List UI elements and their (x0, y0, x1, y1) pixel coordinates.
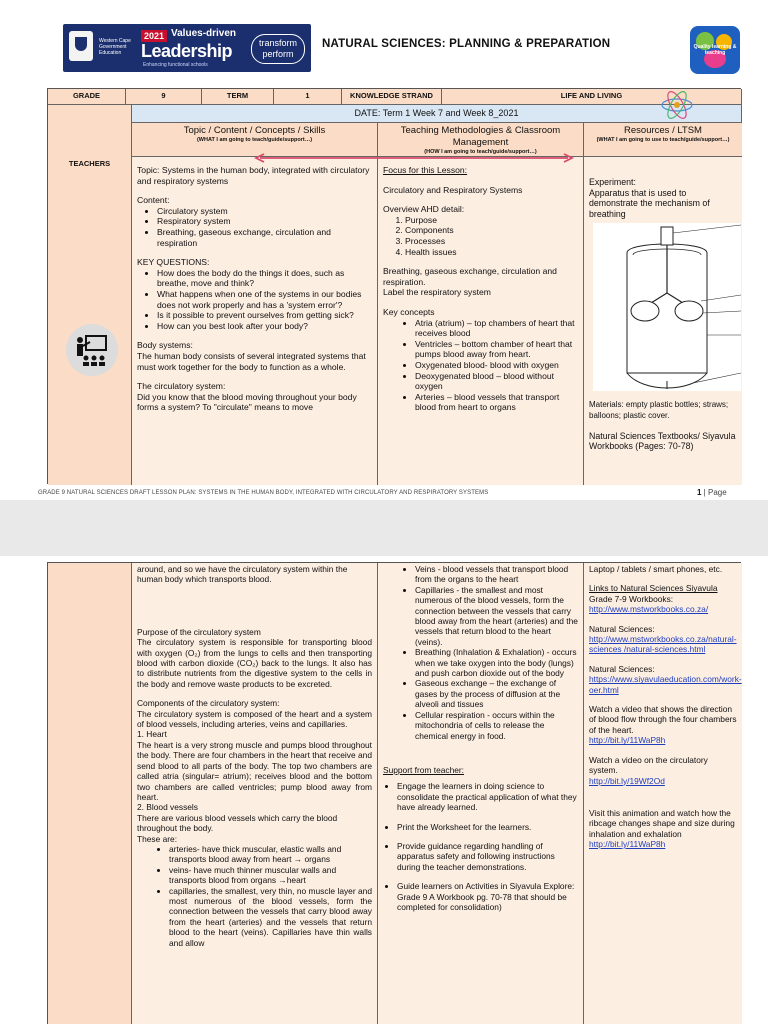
grade-label: GRADE (48, 89, 126, 105)
key-concepts-label: Key concepts (383, 306, 435, 317)
document-page-1 (0, 0, 768, 500)
heart-text: The heart is a very strong muscle and pumps blood throughout the body. There are four chambers in the heart that receive and send blood to all parts of the body. The top two chambers are called atria (singular= atrium); receives blood and the bottom two chambers are called ventricles; pump blood away from heart. (137, 739, 372, 802)
lesson-plan-table (47, 88, 741, 484)
wcg-crest-icon (69, 31, 93, 61)
strand-value: LIFE AND LIVING (442, 89, 742, 105)
links-label: Links to Natural Sciences Siyavula (589, 583, 718, 594)
page-number-value: 1 (697, 488, 702, 497)
col-methods-title: Teaching Methodologies & Classroom Management (400, 125, 561, 148)
key-concepts-list (415, 318, 578, 413)
list-item: • Gaseous exchange – the exchange of gases by the process of diffusion at the alveoli and tissues (415, 678, 578, 709)
list-item: • Breathing, gaseous exchange, circulation and respiration (157, 227, 372, 248)
quality-logo-text: Quality learning & teaching (693, 44, 737, 56)
workbooks-label: Grade 7-9 Workbooks: (589, 593, 674, 604)
quality-learning-logo-icon (690, 26, 740, 74)
page-word: Page (707, 488, 727, 497)
list-item: • Cellular respiration - occurs within the mitochondria of cells to release the chemical energy in food. (415, 710, 578, 741)
col-resources-title: Resources / LTSM (624, 125, 702, 136)
topic-content-cell (132, 157, 378, 485)
atom-icon (660, 88, 694, 122)
label-text: Label the respiratory system (383, 287, 491, 298)
teacher-classroom-icon (66, 324, 118, 376)
col-header-resources (584, 123, 742, 157)
teachers-label: TEACHERS (68, 159, 111, 168)
grade-value: 9 (126, 89, 202, 105)
methods-content-cell-continued (378, 563, 584, 1024)
strand-label: KNOWLEDGE STRAND (342, 89, 442, 105)
purpose-label: Purpose of the circulatory system (137, 626, 261, 637)
list-item: • Atria (atrium) – top chambers of heart that receives blood (415, 318, 578, 339)
animation-text: Visit this animation and watch how the ribcage changes shape and size during inhalation and exhalation (589, 807, 735, 839)
ns-label-2: Natural Sciences: (589, 663, 655, 674)
page-footer: GRADE 9 NATURAL SCIENCES DRAFT LESSON PLAN: SYSTEMS IN THE HUMAN BODY, INTEGRATED WITH CIRCULATORY AND RESPIRATORY SYSTEMS (38, 490, 489, 496)
ns-link-2[interactable]: https://www.siyavulaeducation.com/work-oer.html (589, 674, 742, 695)
list-item: • How does the body do the things it does, such as breathe, move and think? (157, 268, 372, 289)
workbooks-link[interactable]: http://www.mstworkbooks.co.za/ (589, 604, 709, 615)
resources-content-cell-continued (584, 563, 742, 1024)
double-arrow-icon (254, 153, 574, 163)
date-row: DATE: Term 1 Week 7 and Week 8_2021 (132, 105, 742, 123)
banner-year: 2021 (141, 30, 167, 42)
col-resources-subtitle: (WHAT I am going to use to teach/guide/support…) (596, 137, 730, 143)
list-item: 3. Processes (405, 236, 578, 247)
breathing-apparatus-diagram-icon (593, 223, 741, 391)
components-label: Components of the circulatory system: (137, 698, 280, 709)
col-header-methods (378, 123, 584, 157)
document-page-2 (0, 556, 768, 1024)
list-item: • Oxygenated blood- blood with oxygen (415, 360, 578, 371)
support-list (397, 781, 578, 912)
banner-gov-name: Western Cape Government Education (99, 38, 131, 56)
methods-content-cell (378, 157, 584, 485)
animation-link[interactable]: http://bit.ly/11WaP8h (589, 839, 666, 850)
list-item: • Provide guidance regarding handling of apparatus safety and following instructions during the teacher demonstrations. (397, 841, 578, 872)
vessels-label: 2. Blood vessels (137, 802, 198, 813)
teachers-column-continued (48, 563, 132, 1024)
banner-tagline: Enhancing functional schools (143, 62, 208, 68)
list-item: 2. Components (405, 225, 578, 236)
breathing-text: Breathing, gaseous exchange, circulation and respiration. (383, 266, 557, 287)
overview-label: Overview AHD detail: (383, 204, 465, 215)
topic-content-cell-continued (132, 563, 378, 1024)
circulatory-label: The circulatory system: (137, 381, 226, 392)
content-list (157, 206, 372, 248)
devices-text: Laptop / tablets / smart phones, etc. (589, 564, 723, 574)
list-item: • Is it possible to prevent ourselves from getting sick? (157, 310, 372, 321)
key-questions-label: KEY QUESTIONS: (137, 257, 210, 268)
circulatory-continued-text: around, and so we have the circulatory system within the human body which transports blood. (137, 564, 348, 585)
overview-list (405, 215, 578, 257)
col-topic-subtitle: (WHAT I am going to teach/guide/support…) (196, 137, 313, 143)
these-are-label: These are: (137, 833, 178, 844)
video2-text: Watch a video on the circulatory system. (589, 754, 708, 776)
video1-text: Watch a video that shows the direction of blood flow through the four chambers of the heart. (589, 704, 737, 735)
page-number: 1 | Page (697, 488, 727, 497)
list-item: • Veins - blood vessels that transport blood from the organs to the heart (415, 564, 578, 585)
list-item: • Deoxygenated blood – blood without oxygen (415, 371, 578, 392)
list-item: • Arteries – blood vessels that transport blood from heart to organs (415, 392, 578, 413)
body-systems-text: The human body consists of several integrated systems that must work together for the body to function as a whole. (137, 350, 366, 372)
banner-values: Values-driven (171, 28, 237, 39)
purpose-text: The circulatory system is responsible for transporting blood with oxygen (O₂) from the lungs to cells and then transporting blood with carbon dioxide (CO₂) back to the lungs. It also has to distribute nutrients from the digestive system to the cells in the body and remove waste products to be excreted. (137, 637, 372, 689)
list-item: • How can you best look after your body? (157, 321, 372, 332)
ns-link-1[interactable]: http://www.mstworkbooks.co.za/natural-sciences /natural-sciences.html (589, 634, 737, 655)
list-item: • Circulatory system (157, 206, 372, 217)
list-item: • Print the Worksheet for the learners. (397, 822, 578, 832)
document-title: NATURAL SCIENCES: PLANNING & PREPARATION (322, 38, 611, 50)
term-value: 1 (274, 89, 342, 105)
list-item: • Respiratory system (157, 216, 372, 227)
list-item: • arteries- have thick muscular, elastic walls and transports blood away from heart → organs (169, 844, 372, 865)
body-systems-label: Body systems: (137, 340, 193, 351)
teachers-column (48, 105, 132, 485)
wcg-leadership-banner (63, 24, 311, 72)
col-topic-title: Topic / Content / Concepts / Skills (183, 125, 326, 136)
focus-label: Focus for this Lesson: (383, 165, 468, 175)
list-item: • Ventricles – bottom chamber of heart that pumps blood away from heart. (415, 339, 578, 360)
video2-link[interactable]: http://bit.ly/19Wf2Od (589, 775, 665, 786)
list-item: • Engage the learners in doing science to consolidate the practical application of what they have already learned. (397, 781, 578, 812)
list-item: • Capillaries - the smallest and most numerous of the blood vessels, form the connection between the vessels that carry blood away from the heart (arteries) and the vessels that return blood to the heart (veins). (415, 585, 578, 647)
vessel-list (169, 844, 372, 948)
materials-text: Materials: empty plastic bottles; straws; balloons; plastic cover. (589, 400, 729, 420)
vessels-text: There are various blood vessels which carry the blood throughout the body. (137, 812, 338, 834)
col-methods-subtitle: (HOW I am going to teach/guide/support…) (424, 149, 537, 155)
circulatory-text: Did you know that the blood moving throughout your body forms a system? To "circulate" means to move (137, 391, 357, 413)
list-item: • veins- have much thinner muscular walls and transports blood from organs →heart (169, 865, 372, 886)
list-item: 1. Purpose (405, 215, 578, 226)
lesson-plan-table-continued (47, 562, 741, 1024)
key-concepts-list-continued (415, 564, 578, 741)
page-gap (0, 500, 768, 556)
resources-content-cell (584, 157, 742, 485)
term-label: TERM (202, 89, 274, 105)
col-header-topic (132, 123, 378, 157)
support-label: Support from teacher: (383, 764, 464, 775)
focus-text: Circulatory and Respiratory Systems (383, 184, 523, 195)
ns-label-1: Natural Sciences: (589, 623, 655, 634)
experiment-label: Experiment: (589, 177, 636, 187)
banner-leadership: Leadership (141, 41, 233, 61)
video1-link[interactable]: http://bit.ly/11WaP8h (589, 735, 666, 746)
list-item: 4. Health issues (405, 247, 578, 258)
banner-transform-perform: transform perform (251, 34, 305, 64)
heart-label: 1. Heart (137, 729, 167, 740)
content-label: Content: (137, 195, 170, 206)
list-item: • Breathing (Inhalation & Exhalation) - occurs when we take oxygen into the body (lungs) and push carbon dioxide out of the body (415, 647, 578, 678)
list-item: • What happens when one of the systems in our bodies does not work properly and has a 'system error'? (157, 289, 372, 310)
experiment-text: Apparatus that is used to demonstrate the mechanism of breathing (589, 187, 710, 219)
key-questions-list (157, 268, 372, 332)
list-item: • capillaries, the smallest, very thin, no muscle layer and most numerous of the blood vessels, form the connection between the vessels that carry blood away from the heart (arteries) and the vessels that return blood to the heart (veins). Capillaries have thin walls and allow (169, 886, 372, 948)
textbooks-text: Natural Sciences Textbooks/ Siyavula Workbooks (Pages: 70-78) (589, 430, 736, 452)
topic-intro: Topic: Systems in the human body, integrated with circulatory and respiratory systems (137, 165, 370, 186)
components-text: The circulatory system is composed of the heart and a system of blood vessels, including arteries, veins and capillaries. (137, 708, 372, 730)
list-item: • Guide learners on Activities in Siyavula Explore: Grade 9 A Workbook pg. 70-78 that should be completed for consolidation) (397, 881, 578, 912)
